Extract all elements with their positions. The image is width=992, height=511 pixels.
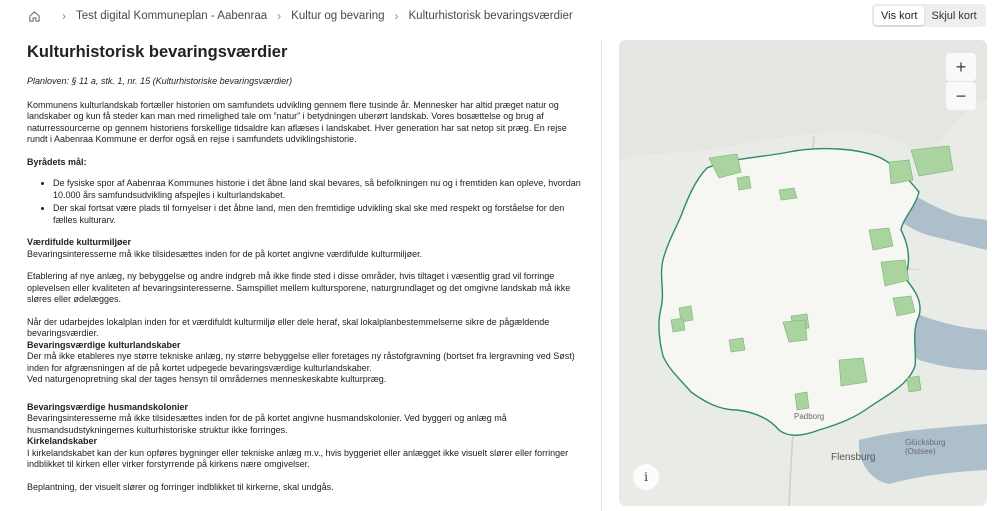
preservation-area[interactable] — [907, 376, 921, 392]
preservation-area[interactable] — [839, 358, 867, 386]
intro-paragraph: Kommunens kulturlandskab fortæller historien om samfundets udvikling gennem flere tusinde år. Mennesker har altid præget natur og landskaber og kun få steder kan man med rimelighed tale om ”natur” i betydningen uberørt landskab. Vores bosættelse og brug af naturressourcerne op gennem historiens forskellige tidsaldre kan aflæses i landskabet. Hver generation har sat netop sit præg. En rejse rundt i Aabenraa Kommune er derfor også en rejse i samfundets udviklingshistorie. — [27, 99, 567, 144]
preservation-area[interactable] — [869, 228, 893, 250]
section-paragraph: I kirkelandskabet kan der kun opføres bygninger eller tekniske anlæg m.v., hvis byggeriet eller anlægget ikke visuelt slører eller forringer indblikket til kirken eller virker forstyrrende på kirkens nære omgivelser. — [27, 447, 569, 469]
chevron-right-icon: › — [62, 9, 66, 23]
preservation-area[interactable] — [889, 160, 913, 184]
zoom-in-button[interactable]: + — [946, 53, 976, 81]
info-button[interactable]: i — [633, 464, 659, 490]
page-title: Kulturhistorisk bevaringsværdier — [27, 43, 288, 61]
list-item: • Der skal fortsat være plads til fornyelser i det åbne land, men den fremtidige udvikling skal ske med respekt og forståelse for den fælles kulturarv. — [53, 203, 587, 226]
section-paragraph: Beplantning, der visuelt slører og forringer indblikket til kirkerne, skal undgås. — [27, 481, 334, 492]
chevron-right-icon: › — [394, 9, 399, 23]
preservation-area[interactable] — [671, 318, 685, 332]
preservation-area[interactable] — [795, 392, 809, 410]
breadcrumb — [28, 9, 573, 23]
preservation-area[interactable] — [893, 296, 915, 316]
preservation-area[interactable] — [779, 188, 797, 200]
map-panel[interactable] — [619, 40, 987, 506]
map-label-glucksburg: Glücksburg (Ostsee) — [905, 438, 946, 456]
zoom-out-button[interactable]: − — [946, 82, 976, 110]
list-item: • De fysiske spor af Aabenraa Kommunes historie i det åbne land skal bevares, så befolkningen nu og i fremtiden kan opleve, hvordan 10.000 års samfundsudvikling afspejles i kulturlandskabet. — [53, 178, 587, 201]
section-heading-kulturlandskaber: Bevaringsværdige kulturlandskaber — [27, 339, 181, 350]
section-paragraph: Bevaringsinteresserne må ikke tilsidesættes inden for de på kortet angivne værdifulde kulturmiljøer. — [27, 248, 423, 259]
show-map-button[interactable]: Vis kort — [874, 6, 924, 25]
article-content — [27, 40, 587, 511]
section-paragraph: Etablering af nye anlæg, ny bebyggelse og andre indgreb må ikke finde sted i disse områder, hvis tiltaget i væsentlig grad vil forringe oplevelsen eller kvaliteten af bevaringsinteresserne. Samspillet mellem kultursporene, naturgrundlaget og det omgivne landskab må ikke sløres eller ødelægges. — [27, 271, 571, 304]
map-label-flensburg: Flensburg — [831, 452, 876, 463]
section-heading-kulturmiljoer: Værdifulde kulturmiljøer — [27, 237, 132, 247]
preservation-area[interactable] — [737, 176, 751, 190]
map-canvas[interactable] — [619, 40, 987, 506]
goals-heading: Byrådets mål: — [27, 156, 87, 167]
section-paragraph: Ved naturgenopretning skal der tages hensyn til områdernes menneskeskabte kulturpræg. — [27, 374, 387, 384]
preservation-area[interactable] — [729, 338, 745, 352]
map-view-toggle — [872, 4, 986, 27]
panel-divider — [601, 40, 602, 511]
goals-list — [53, 178, 587, 226]
hide-map-button[interactable]: Skjul kort — [924, 6, 983, 25]
top-bar — [0, 0, 992, 34]
section-paragraph: Når der udarbejdes lokalplan inden for et værdifuldt kulturmiljø eller dele heraf, skal lokalplanbestemmelserne sikre de pågældende bevaringsværdier. — [27, 316, 550, 338]
chevron-right-icon: › — [277, 9, 282, 23]
section-heading-kirkelandskaber: Kirkelandskaber — [27, 436, 98, 446]
breadcrumb-item-current[interactable]: Kulturhistorisk bevaringsværdier — [408, 10, 573, 22]
home-icon[interactable] — [28, 9, 42, 23]
map-label-padborg: Padborg — [794, 412, 825, 421]
section-heading-husmandskolonier: Bevaringsværdige husmandskolonier — [27, 401, 189, 412]
section-paragraph: Bevaringsinteresserne må ikke tilsidesættes inden for de på kortet angivne husmandskolonier. Ved byggeri og anlæg må husmandsudstykningernes kulturhistoriske struktur ikke forringes. — [27, 413, 507, 435]
breadcrumb-item-kommuneplan[interactable]: Test digital Kommuneplan - Aabenraa — [76, 10, 268, 22]
section-paragraph: Der må ikke etableres nye større tekniske anlæg, ny større bebyggelse eller foretages ny råstofgravning (bortset fra lergravning ved Søst) inden for afgrænsningen af de på kortet udpegede bevaringsværdige kulturlandskaber. — [27, 351, 575, 373]
law-reference: Planloven: § 11 a, stk. 1, nr. 15 (Kulturhistoriske bevaringsværdier) — [27, 76, 293, 86]
breadcrumb-item-kultur-og-bevaring[interactable]: Kultur og bevaring — [291, 10, 385, 22]
